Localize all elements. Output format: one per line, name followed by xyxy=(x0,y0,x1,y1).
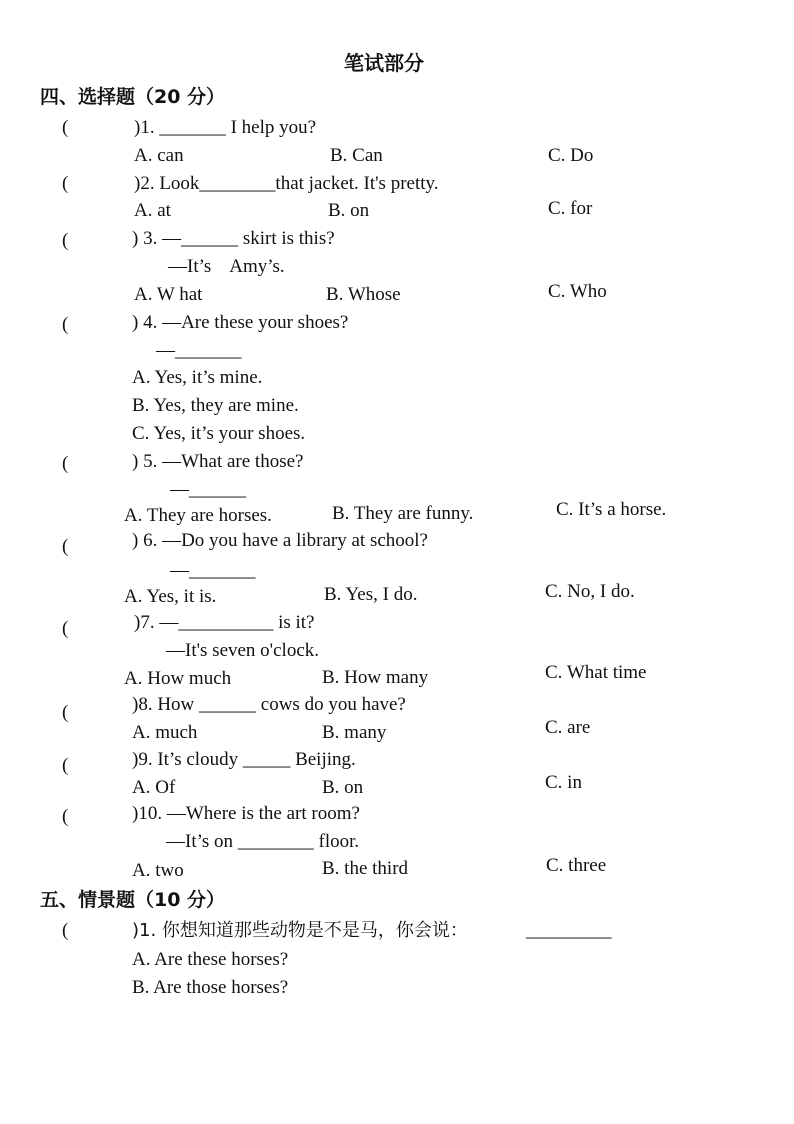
option-a: A. W hat xyxy=(134,284,203,305)
section-five-heading: 五、情景题（10 分） xyxy=(40,889,226,911)
dialogue-line: —It’s on ________ floor. xyxy=(166,831,360,852)
option-a: A. Are these horses? xyxy=(132,949,289,970)
question-stem: )10. —Where is the art room? xyxy=(132,803,360,824)
option-a: A. Yes, it’s mine. xyxy=(132,367,263,388)
answer-paren: ( xyxy=(62,702,69,723)
answer-paren: ( xyxy=(62,314,69,335)
answer-blank: —_______ xyxy=(170,560,256,581)
question-stem: ) 3. —______ skirt is this? xyxy=(132,228,335,249)
answer-paren: ( xyxy=(62,536,69,557)
answer-blank: —______ xyxy=(170,479,246,500)
question-stem: )1. _______ I help you? xyxy=(134,117,317,138)
answer-blank: —_______ xyxy=(156,340,242,361)
page-title: 笔试部分 xyxy=(344,51,424,75)
option-c: C. What time xyxy=(545,662,647,683)
question-stem: )8. How ______ cows do you have? xyxy=(132,694,406,715)
option-a: A. much xyxy=(132,722,198,743)
option-c: C. Yes, it’s your shoes. xyxy=(132,423,306,444)
option-a: A. at xyxy=(134,200,171,221)
option-b: B. Can xyxy=(330,145,383,166)
option-a: A. two xyxy=(132,860,184,881)
option-b: B. the third xyxy=(322,858,409,879)
answer-paren: ( xyxy=(62,453,69,474)
answer-paren: ( xyxy=(62,173,69,194)
option-b: B. Whose xyxy=(326,284,401,305)
option-a: A. How much xyxy=(124,668,232,689)
answer-blank: _________ xyxy=(526,920,612,941)
option-c: C. It’s a horse. xyxy=(556,499,667,520)
answer-paren: ( xyxy=(62,920,69,941)
answer-paren: ( xyxy=(62,230,69,251)
dialogue-line: —It's seven o'clock. xyxy=(166,640,320,661)
option-c: C. are xyxy=(545,717,591,738)
question-stem: ) 5. —What are those? xyxy=(132,451,304,472)
question-stem: )1. 你想知道那些动物是不是马，你会说： xyxy=(132,920,468,941)
option-b: B. Yes, I do. xyxy=(324,584,418,605)
dialogue-line: —It’s Amy’s. xyxy=(168,256,285,277)
option-c: C. Do xyxy=(548,145,594,166)
option-a: A. They are horses. xyxy=(124,505,272,526)
option-a: A. can xyxy=(134,145,184,166)
question-stem: ) 6. —Do you have a library at school? xyxy=(132,530,428,551)
option-c: C. No, I do. xyxy=(545,581,635,602)
option-b: B. many xyxy=(322,722,387,743)
answer-paren: ( xyxy=(62,618,69,639)
option-b: B. How many xyxy=(322,667,429,688)
option-c: C. in xyxy=(545,772,582,793)
option-b: B. They are funny. xyxy=(332,503,474,524)
option-c: C. Who xyxy=(548,281,607,302)
question-stem: )7. —__________ is it? xyxy=(134,612,315,633)
answer-paren: ( xyxy=(62,117,69,138)
question-stem: )9. It’s cloudy _____ Beijing. xyxy=(132,749,356,770)
option-a: A. Of xyxy=(132,777,176,798)
question-stem: )2. Look________that jacket. It's pretty. xyxy=(134,173,439,194)
option-b: B. Yes, they are mine. xyxy=(132,395,299,416)
answer-paren: ( xyxy=(62,755,69,776)
answer-paren: ( xyxy=(62,806,69,827)
option-c: C. three xyxy=(546,855,607,876)
option-b: B. on xyxy=(322,777,364,798)
option-a: A. Yes, it is. xyxy=(124,586,217,607)
section-four-heading: 四、选择题（20 分） xyxy=(40,86,226,108)
option-c: C. for xyxy=(548,198,593,219)
option-b: B. Are those horses? xyxy=(132,977,289,998)
option-b: B. on xyxy=(328,200,370,221)
question-stem: ) 4. —Are these your shoes? xyxy=(132,312,349,333)
